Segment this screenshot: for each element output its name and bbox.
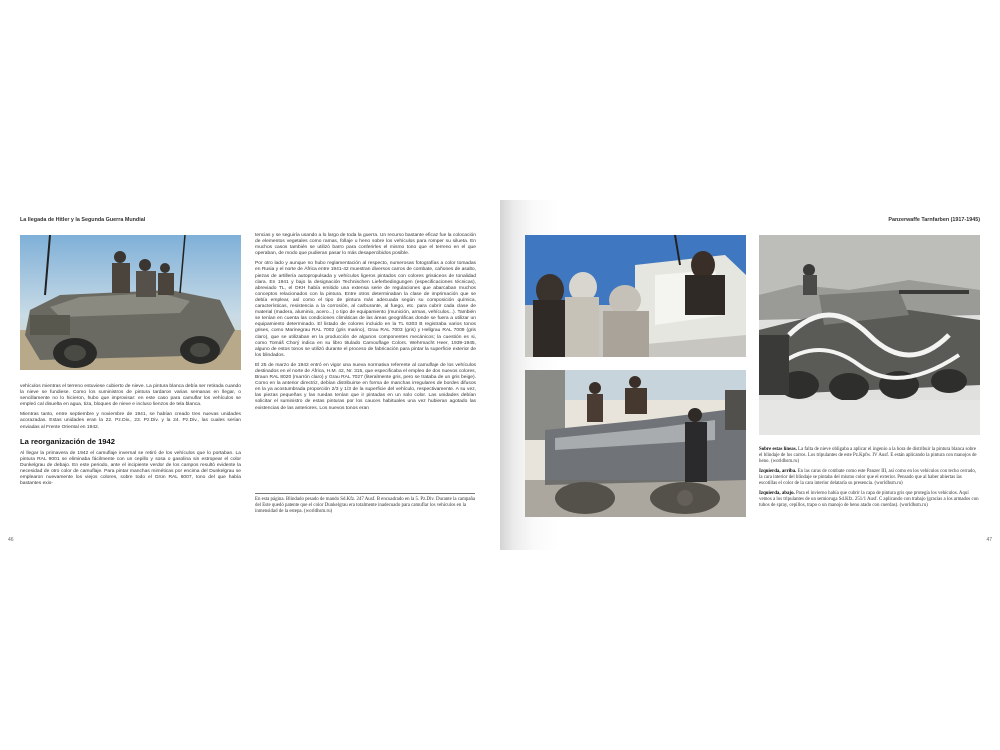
page-number-left: 46	[8, 537, 14, 543]
column-left-2	[255, 233, 476, 416]
photo-armored-car-crew	[20, 235, 241, 370]
paragraph: Por otro lado y aunque no hubo reglamentación al respecto, numerosas fotografías a color tomadas en Rusia y el norte de África entre 1941-42 muestran diversos carros de combate, cañones de asalto, piezas de artillería autopropulsada y vehículos ligeros pintados con colores grisáceos de tonalidad clara. En 1941 y bajo la designación Technischen Lieferbedingungen (especificaciones técnicas), abreviado TL, el OKH había emitido una extensa serie de regulaciones que abarcaban muchos conceptos relacionados con la pintura. Entre otros determinaban la clase de imprimación que se debía emplear, así como el tipo de pintura más adecuada según su composición química, características, resistencia a la corrosión, al carburante, al fuego, etc. para cubrir cada clase de material (madera, aluminio, acero...) o tipo de equipamiento (munición, armas, vehículos...). También se tenían en cuenta las condiciones climáticas de las áreas geográficas donde se fuera a utilizar un equipamiento determinado. El listado de colores incluido en la TL 6303 B registraba varios tonos grises, como Marinegrau RAL 7002 (gris marino), Grau RAL 7003 (gris) y Hellgrau RAL 7009 (gris claro), que se utilizaban en la producción de algunos componentes mecánicos; la cuestión es si, como Tomáš Chorý indica en su libro titulado Camouflage Colors. Wehrmacht Heer, 1939-1945, alguno de estos tonos se utilizó durante el proceso de fabricación para pintar la superficie exterior de los blindados.	[255, 261, 476, 358]
caption-left-bottom: Izquierda, abajo. Para el invierno había que cubrir la capa de pintura gris que protegía los vehículos. Aquí vemos a los tripulantes de un semioruga Sd.Kfz. 251/1 Ausf. C aplicando con trabajo (gracias a los armados con tubos de spray, cepillos, trapo o un manojo de heno atado con cuerdas). (worldhsm.ru)	[759, 491, 979, 508]
paragraph: Al llegar la primavera de 1942 el camuflaje invernal se retiró de los vehículos que lo portaban. La pintura RAL 9001 se eliminaba fácilmente con un cepillo y sosa o gasolina sin estropear el color Dunkelgrau de debajo. En este periodo, ante el incipiente verdor de los campos resultó evidente la necesidad de otro color de camuflaje. Para pintar manchas miméticas por encima del Dunkelgrau se emplearon nuevamente los viejos colores, sobre todo el Grün RAL 6007, tono del que había bastantes exis-	[20, 450, 241, 487]
caption-above: Sobre estas líneas. La falta de nieve obligaba a aplicar el ingenio a la hora de distribuir la pintura blanca sobre el blindaje de los carros. Los tripulantes de este Pz.Kpfw. IV Ausf. E están aplicando la pintura con manojos de heno. (worldhsm.ru)	[759, 447, 977, 464]
section-heading: La reorganización de 1942	[20, 436, 115, 446]
photo-halftrack-painting	[525, 370, 746, 517]
column-left-1	[20, 384, 241, 491]
paragraph: Mientras tanto, entre septiembre y noviembre de 1941, se habían creado tres nuevas unidades acorazadas. Estas unidades eran la 22. Pz.Div., 23. Pz.Div. y la 24. Pz.Div., las cuales serían enviadas al Frente Oriental en 1942.	[20, 412, 241, 430]
caption-left-top: Izquierda, arriba. En las caras de combate como este Panzer III, así como en los vehículos con techo cerrado, la cara interior del blindaje se pintaba del mismo color que el exterior. Pensado que al haber abiertas las escotillas el color de la cara interior delataría su presencia. (worldhsm.ru)	[759, 469, 977, 486]
paragraph: tencias y se seguiría usando a lo largo de toda la guerra. Un recurso bastante eficaz fue la colocación de elementos vegetales como ramas, follaje u heno sobre los vehículos para romper su silueta. En muchos casos también se utilizó barro para conferirles el mismo tono que el terreno en el que operaban, de modo que pudieran pasar lo más desapercibidos posible.	[255, 233, 476, 257]
paragraph: vehículos mientras el terreno estuviese cubierto de nieve. La pintura blanca debía ser retirada cuando la nieve se fundiese. Como los suministros de pintura tardaron varias semanas en llegar, o sencillamente no lo hicieron, hubo que improvisar: en este caso para camuflar los vehículos se empleó cal disuelta en agua, tiza, bloques de nieve e incluso lienzos de tela blanca.	[20, 384, 241, 408]
page-number-right: 47	[986, 537, 992, 543]
photo-crew-in-winter-gear	[525, 235, 746, 357]
caption-left: En esta página. Blindado pesado de mando Sd.Kfz. 247 Ausf. B encuadrado en la 5. Pz.Div. Durante la campaña del Este quedó patente que el color Dunkelgrau era totalmente inadecuado para camuflar los vehículos en la inmensidad de la estepa. (worldhsm.ru)	[255, 497, 476, 514]
right-page	[500, 200, 1000, 550]
left-page	[0, 200, 500, 550]
paragraph: El 25 de marzo de 1942 entró en vigor una nueva normativa referente al camuflaje de los vehículos destinados en el norte de África, H.M. 42, Nr. 315, que especificaba el empleo de dos nuevos colores, Braun RAL 8020 (marrón claro) y Grau RAL 7027 (literalmente gris, pero se trataba de un gris beige). Como en la anterior directriz, debían distribuirse en forma de manchas irregulares de bordes difusos en la ya acostumbrada proporción 2/3 y 1/3 de la superficie del vehículo, respectivamente. A su vez, las piezas pequeñas y las ruedas tenían que ir pintadas en un solo color. Las unidades debían solicitar el suministro de estas pinturas por los cauces habituales una vez hubieran agotado las existencias de las anteriores. Los nuevos tonos eran	[255, 362, 476, 411]
caption-rule	[255, 493, 475, 494]
running-head-left: La llegada de Hitler y la Segunda Guerra Mundial	[20, 217, 146, 223]
photo-panzer-iv-winter	[759, 235, 980, 435]
running-head-right: Panzerwaffe Tarnfarben (1917-1945)	[888, 217, 980, 223]
captions-right	[759, 447, 980, 513]
